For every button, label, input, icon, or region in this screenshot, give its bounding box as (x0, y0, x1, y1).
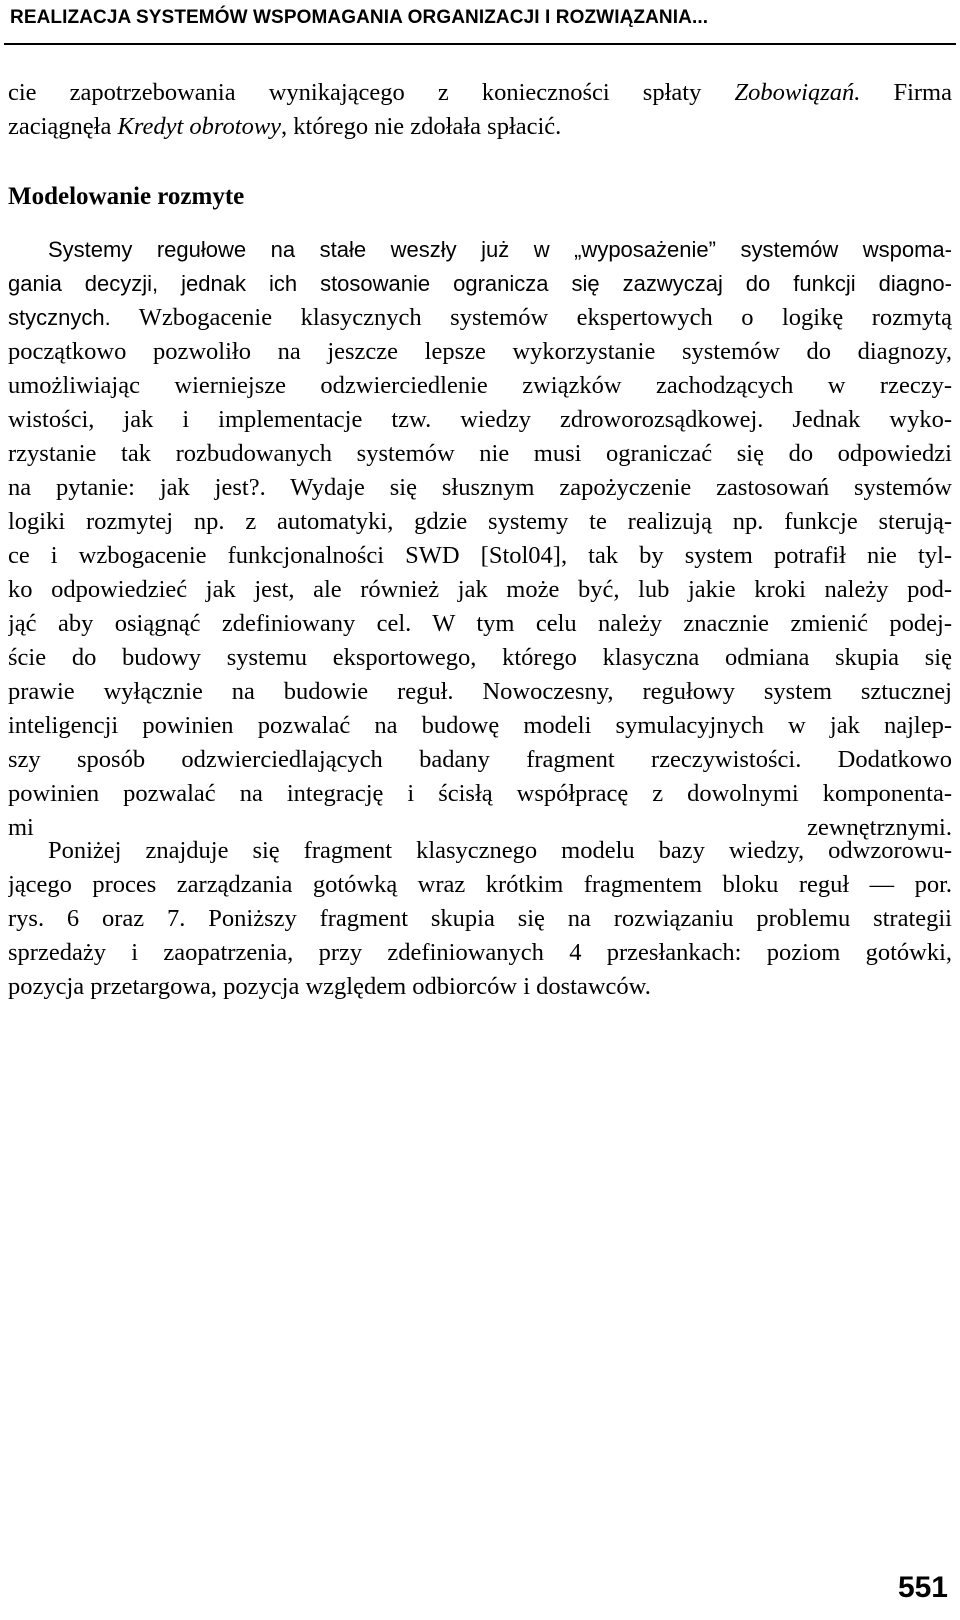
page-number: 551 (897, 1571, 948, 1604)
text-line: jącego proces zarządzania gotówką wraz krótkim fragmentem bloku reguł — por. (8, 871, 952, 898)
text-line: początkowo pozwoliło na jeszcze lepsze wykorzystanie systemów do diagnozy, (8, 338, 952, 365)
text-line: zaciągnęła Kredyt obrotowy, którego nie zdołała spłacić. (8, 113, 562, 140)
text-line: wistości, jak i implementacje tzw. wiedzy zdroworozsądkowej. Jednak wyko- (8, 406, 952, 433)
text-line: na pytanie: jak jest?. Wydaje się słusznym zapożyczenie zastosowań systemów (8, 474, 952, 501)
text-line: ście do budowy systemu eksportowego, którego klasyczna odmiana skupia się (8, 644, 952, 671)
text-line: logiki rozmytej np. z automatyki, gdzie systemy te realizują np. funkcje sterują- (8, 508, 952, 535)
text-line: Systemy regułowe na stałe weszły już w „wyposażenie” systemów wspoma- (48, 237, 952, 262)
text-line: Poniżej znajduje się fragment klasycznego modelu bazy wiedzy, odwzorowu- (48, 837, 952, 864)
text-line: ce i wzbogacenie funkcjonalności SWD [Stol04], tak by system potrafił nie tyl- (8, 542, 952, 569)
text-line: inteligencji powinien pozwalać na budowę modeli symulacyjnych w jak najlep- (8, 712, 952, 739)
paragraph-fuzzy-modeling (8, 233, 952, 879)
paragraph-knowledge-base (8, 834, 952, 1004)
italic-term: Zobowiązań. (734, 79, 861, 106)
header-divider (4, 43, 956, 45)
text-line: jąć aby osiągnąć zdefiniowany cel. W tym celu należy znacznie zmienić podej- (8, 610, 952, 637)
running-header: REALIZACJA SYSTEMÓW WSPOMAGANIA ORGANIZACJI I ROZWIĄZANIA... (10, 7, 709, 28)
text-line: stycznych. Wzbogacenie klasycznych systemów ekspertowych o logikę rozmytą (8, 304, 952, 331)
text-line: umożliwiając wierniejsze odzwierciedlenie związków zachodzących w rzeczy- (8, 372, 952, 399)
text-line: mi zewnętrznymi. (8, 814, 952, 841)
text-line: cie zapotrzebowania wynikającego z konieczności spłaty Zobowiązań. Firma (8, 79, 952, 106)
text-line: ko odpowiedzieć jak jest, ale również jak może być, lub jakie kroki należy pod- (8, 576, 952, 603)
text-line: pozycja przetargowa, pozycja względem odbiorców i dostawców. (8, 973, 651, 1000)
italic-term: Kredyt obrotowy (117, 113, 282, 140)
text-line: szy sposób odzwierciedlających badany fragment rzeczywistości. Dodatkowo (8, 746, 952, 773)
text-line: sprzedaży i zaopatrzenia, przy zdefiniowanych 4 przesłankach: poziom gotówki, (8, 939, 952, 966)
section-heading: Modelowanie rozmyte (8, 183, 245, 210)
text-line: rys. 6 oraz 7. Poniższy fragment skupia się na rozwiązaniu problemu strategii (8, 905, 952, 932)
paragraph-continuation (8, 76, 952, 144)
text-line: rzystanie tak rozbudowanych systemów nie musi ograniczać się do odpowiedzi (8, 440, 952, 467)
text-line: powinien pozwalać na integrację i ścisłą współpracę z dowolnymi komponenta- (8, 780, 952, 807)
text-line: prawie wyłącznie na budowie reguł. Nowoczesny, regułowy system sztucznej (8, 678, 952, 705)
text-line: gania decyzji, jednak ich stosowanie ogranicza się zazwyczaj do funkcji diagno- (8, 271, 952, 296)
